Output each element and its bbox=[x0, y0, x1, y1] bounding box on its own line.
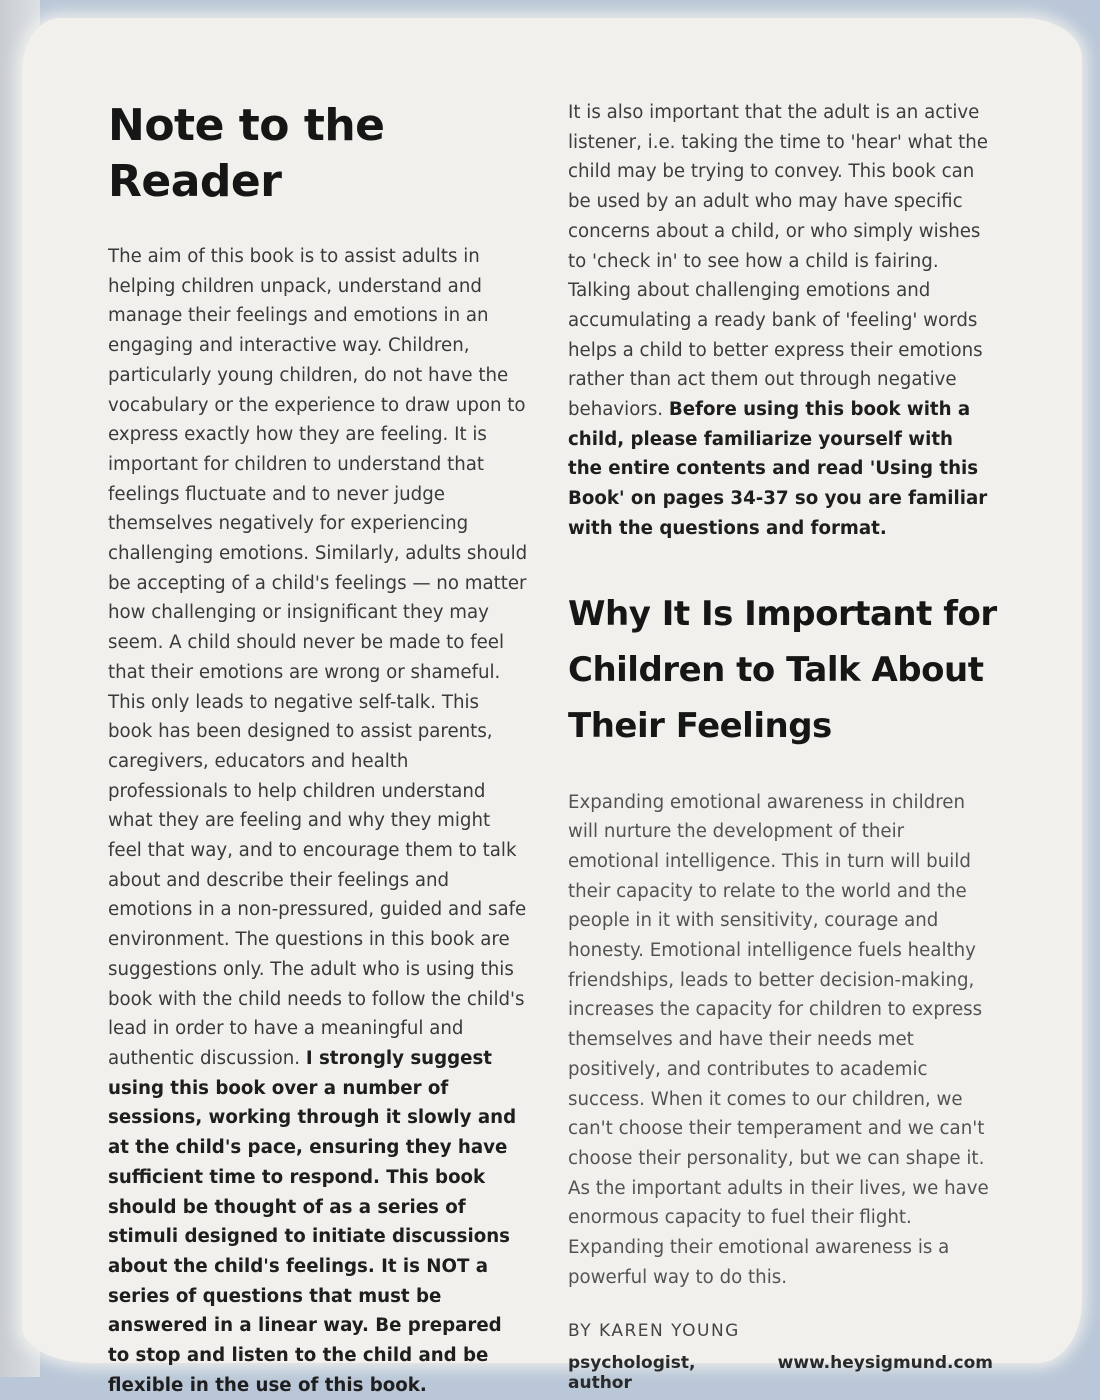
author-role: psychologist, author bbox=[568, 1352, 696, 1393]
section-title: Why It Is Important for Children to Talk About Their Feelings bbox=[568, 593, 997, 746]
byline: BY KAREN YOUNG bbox=[568, 1320, 740, 1341]
note-continued-paragraph bbox=[568, 98, 993, 544]
author-credit bbox=[568, 1353, 993, 1393]
author-website: www.heysigmund.com bbox=[777, 1352, 993, 1373]
note-body-bold: I strongly suggest using this book over a number of sessions, working through it slowly and at the child's pace, ensuring they have sufficient time to respond. This book should be thought of as a series of stimuli designed to initiate discussions about the child's feelings. It is NOT a series of questions that must be answered in a linear way. Be prepared to stop and listen to the child and be flexible in the use of this book. bbox=[108, 1047, 517, 1396]
note-body: The aim of this book is to assist adults in helping children unpack, understand and manage their feelings and emotions in an engaging and interactive way. Children, particularly young children, do not have the vocabulary or the experience to draw upon to express exactly how they are feeling. It is important for children to understand that feelings fluctuate and to never judge themselves negatively for experiencing challenging emotions. Similarly, adults should be accepting of a child's feelings — no matter how challenging or insignificant they may seem. A child should never be made to feel that their emotions are wrong or shameful. This only leads to negative self-talk. This book has been designed to assist parents, caregivers, educators and health professionals to help children understand what they are feeling and why they might feel that way, and to encourage them to talk about and describe their feelings and emotions in a non-pressured, guided and safe environment. The questions in this book are suggestions only. The adult who is using this book with the child needs to follow the child's lead in order to have a meaningful and authentic discussion. bbox=[108, 246, 528, 1069]
note-continued-body: It is also important that the adult is an active listener, i.e. taking the time to 'hear' what the child may be trying to convey. This book can be used by an adult who may have specific concerns about a child, or who simply wishes to 'check in' to see how a child is fairing. Talking about challenging emotions and accumulating a ready bank of 'feeling' words helps a child to better express their emotions rather than act them out through negative behaviors. bbox=[568, 102, 988, 421]
page-title: Note to the Reader bbox=[108, 100, 385, 207]
right-column bbox=[568, 98, 997, 1393]
note-paragraph bbox=[108, 242, 528, 1400]
section-paragraph: Expanding emotional awareness in children will nurture the development of their emotional intelligence. This in turn will build their capacity to relate to the world and the people in it with sensitivity, courage and honesty. Emotional intelligence fuels healthy friendships, leads to better decision-making, increases the capacity for children to express themselves and have their needs met positively, and contributes to academic success. When it comes to our children, we can't choose their temperament and we can't choose their personality, but we can shape it. As the important adults in their lives, we have enormous capacity to fuel their flight. Expanding their emotional awareness is a powerful way to do this. bbox=[568, 791, 989, 1288]
left-column bbox=[108, 98, 528, 1400]
note-continued-bold: Before using this book with a child, please familiarize yourself with the entire contents and read 'Using this Book' on pages 34-37 so you are familiar with the questions and format. bbox=[568, 399, 988, 539]
